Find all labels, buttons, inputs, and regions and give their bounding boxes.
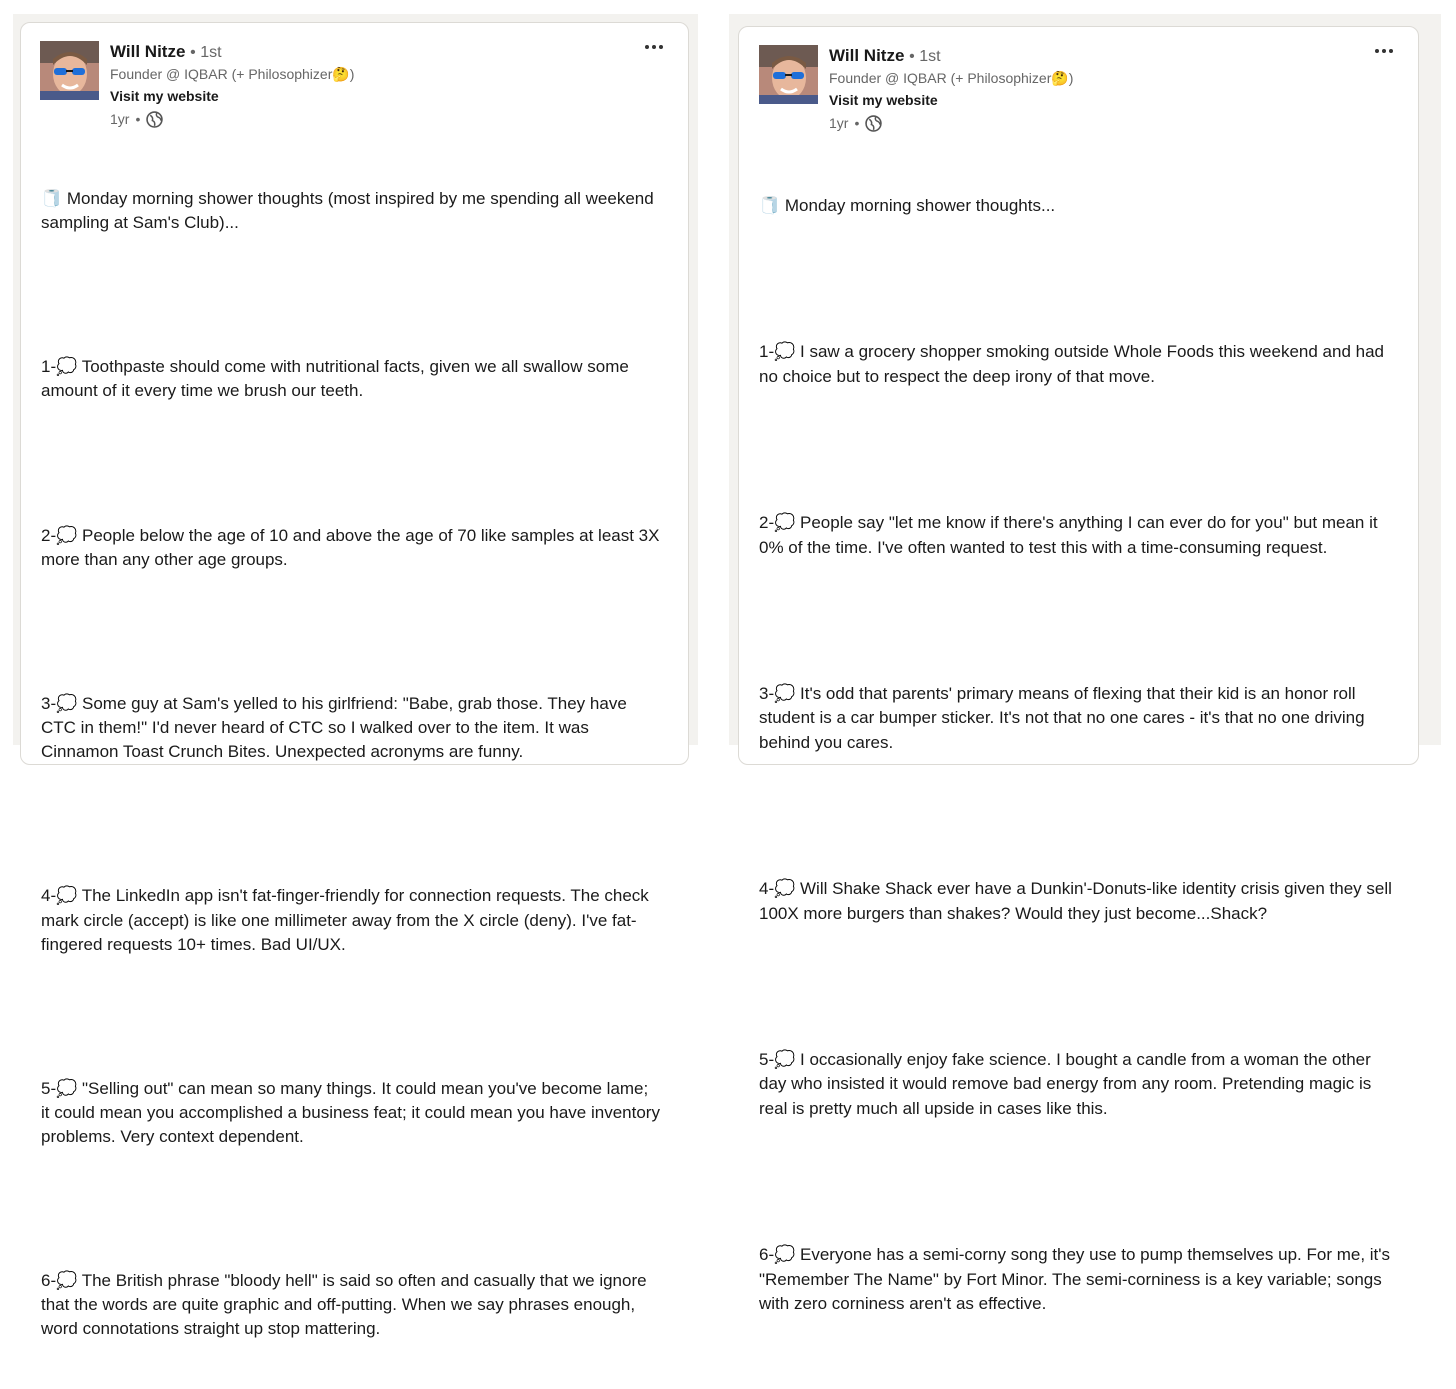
connection-degree-separator: • xyxy=(190,44,201,61)
post-paragraph: 4-💭 Will Shake Shack ever have a Dunkin'-Donuts-like identity crisis given they sell 100X more burgers than shakes? Would they just become...Shack? xyxy=(759,879,1397,923)
author-name[interactable]: Will Nitze xyxy=(110,42,186,61)
post-paragraph: 6-💭 Everyone has a semi-corny song they use to pump themselves up. For me, it's "Remember The Name" by Fort Minor. The semi-corniness is a key variable; songs with zero corniness aren't as effective. xyxy=(759,1245,1395,1314)
spacer xyxy=(759,975,1399,999)
post-card xyxy=(738,26,1419,1314)
more-options-button[interactable] xyxy=(640,37,668,57)
spacer xyxy=(41,812,661,836)
post-body xyxy=(759,145,1399,1365)
post-paragraph: 3-💭 Some guy at Sam's yelled to his girlfriend: "Babe, grab those. They have CTC in them!" I'd never heard of CTC so I walked over to the item. It was Cinnamon Toast Crunch Bites. Unexpected acronyms are funny. xyxy=(41,694,632,762)
spacer xyxy=(41,620,661,644)
post-body xyxy=(41,139,665,1389)
author-meta xyxy=(110,41,530,129)
connection-degree-separator: • xyxy=(909,48,920,65)
author-headline: Founder @ IQBAR (+ Philosophizer🤔) xyxy=(110,66,355,82)
author-name[interactable]: Will Nitze xyxy=(829,46,905,65)
post-time-line xyxy=(829,113,1249,133)
avatar[interactable] xyxy=(40,41,99,100)
post-paragraph: 5-💭 I occasionally enjoy fake science. I bought a candle from a woman the other day who insisted it would remove bad energy from any room. Pretending magic is real is pretty much all upside in cases like this. xyxy=(759,1050,1377,1118)
post-time: 1yr xyxy=(110,111,130,127)
spacer xyxy=(759,267,1399,291)
post-paragraph: 5-💭 "Selling out" can mean so many things. It could mean you've become lame; it could mean you accomplished a business feat; it could mean you have inventory problems. Very context dependent. xyxy=(41,1078,665,1146)
visit-website-link[interactable]: Visit my website xyxy=(829,92,938,108)
post-panel-right xyxy=(729,14,1441,1314)
spacer xyxy=(41,1197,661,1221)
name-line xyxy=(829,45,1249,68)
connection-degree: 1st xyxy=(200,44,222,61)
post-paragraph: 3-💭 It's odd that parents' primary means of flexing that their kid is an honor roll student is a car bumper sticker. It's not that no one cares - it's that no one driving behind you cares. xyxy=(759,683,1370,752)
time-separator: • xyxy=(135,111,141,127)
post-paragraph: 2-💭 People say "let me know if there's anything I can ever do for you" but mean it 0% of the time. I've often wanted to test this with a time-consuming request. xyxy=(759,513,1383,557)
name-line xyxy=(110,41,530,64)
avatar-photo-icon xyxy=(40,41,99,100)
post-panel-left xyxy=(13,14,698,1339)
globe-icon xyxy=(865,115,882,132)
visit-website-link[interactable]: Visit my website xyxy=(110,88,219,104)
post-card xyxy=(20,22,689,1339)
post-paragraph: 🧻 Monday morning shower thoughts... xyxy=(759,195,1056,215)
time-separator: • xyxy=(854,115,860,131)
spacer xyxy=(759,438,1399,462)
avatar-photo-icon xyxy=(759,45,818,104)
post-paragraph: 1-💭 I saw a grocery shopper smoking outside Whole Foods this weekend and had no choice but to respect the deep irony of that move. xyxy=(759,342,1389,386)
post-paragraph: 2-💭 People below the age of 10 and above the age of 70 like samples at least 3X more than any other age groups. xyxy=(41,525,665,569)
post-paragraph: 1-💭 Toothpaste should come with nutritional facts, given we all swallow some amount of it every time we brush our teeth. xyxy=(41,357,634,401)
spacer xyxy=(41,452,661,476)
dot xyxy=(1375,49,1379,53)
post-time: 1yr xyxy=(829,115,849,131)
spacer xyxy=(41,1005,661,1029)
author-headline: Founder @ IQBAR (+ Philosophizer🤔) xyxy=(829,70,1074,86)
globe-icon xyxy=(146,111,163,128)
dot xyxy=(645,45,649,49)
dot xyxy=(1382,49,1386,53)
dot xyxy=(659,45,663,49)
author-meta xyxy=(829,45,1249,133)
dot xyxy=(1389,49,1393,53)
spacer xyxy=(759,609,1399,633)
more-options-button[interactable] xyxy=(1370,41,1398,61)
post-paragraph: 🧻 Monday morning shower thoughts (most inspired by me spending all weekend sampling at Sam's Club)... xyxy=(41,189,659,233)
post-paragraph: 6-💭 The British phrase "bloody hell" is said so often and casually that we ignore that the words are quite graphic and off-putting. When we say phrases enough, word connotations straight up stop mattering. xyxy=(41,1271,652,1339)
spacer xyxy=(759,1170,1399,1194)
dot xyxy=(652,45,656,49)
post-time-line xyxy=(110,109,530,129)
post-paragraph: 4-💭 The LinkedIn app isn't fat-finger-friendly for connection requests. The check mark circle (accept) is like one millimeter away from the X circle (deny). I've fat-fingered requests 10+ times. Bad UI/UX. xyxy=(41,886,654,954)
connection-degree: 1st xyxy=(919,48,941,65)
spacer xyxy=(759,804,1399,828)
avatar[interactable] xyxy=(759,45,818,104)
spacer xyxy=(41,283,661,307)
